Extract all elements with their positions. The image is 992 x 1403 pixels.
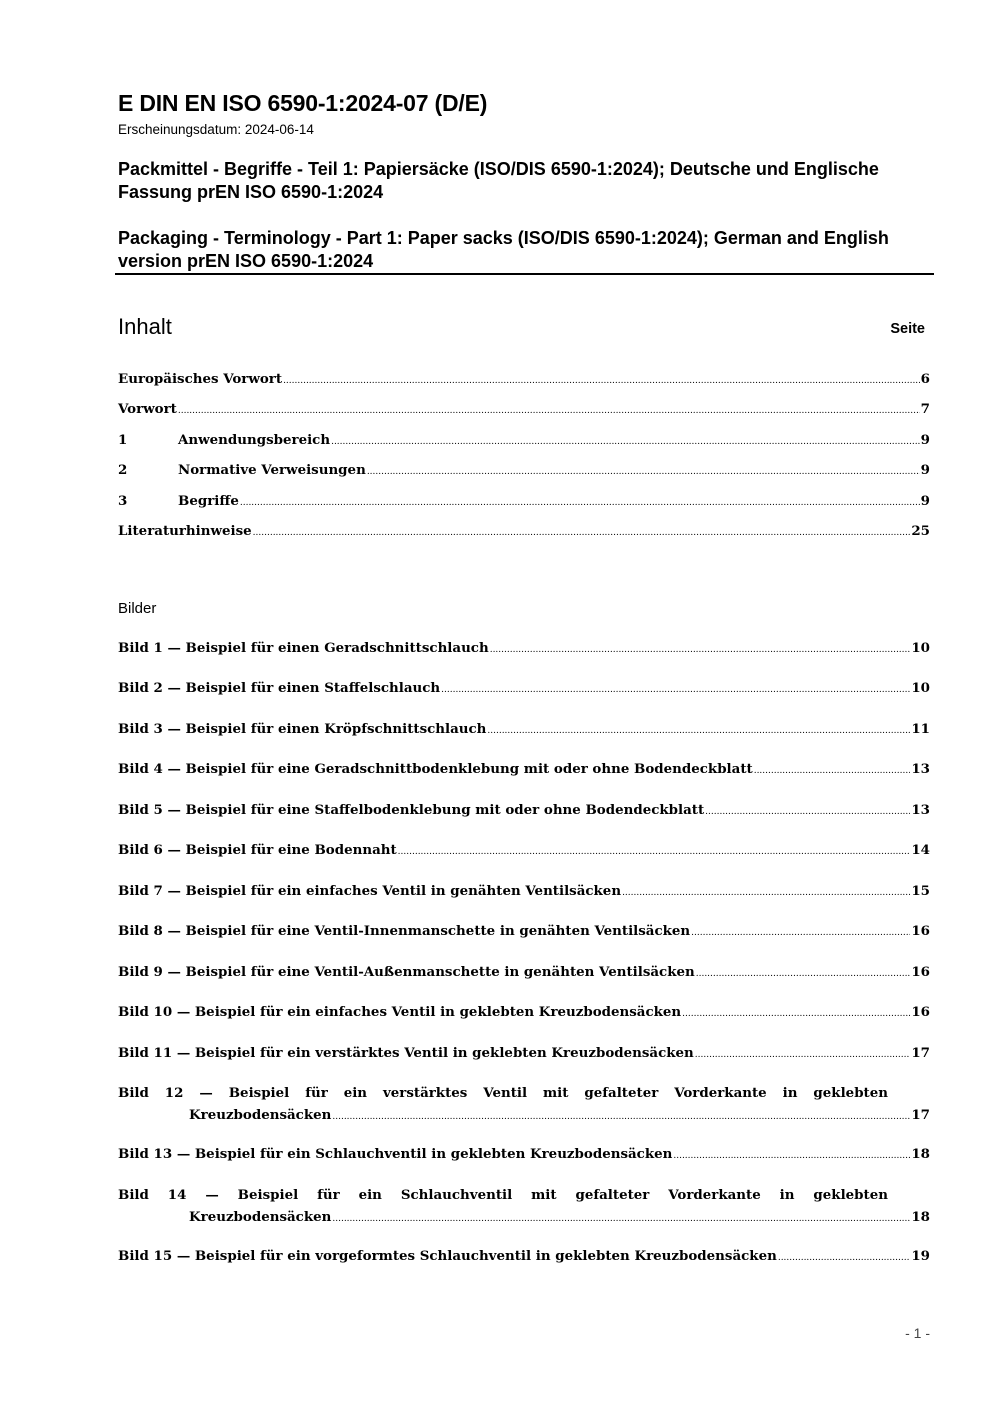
dot-leader [673, 1151, 910, 1161]
figure-entry[interactable] [118, 761, 930, 783]
figure-title: Bild 3 — Beispiel für einen Kröpfschnittschlauch [118, 721, 487, 737]
figure-page: 10 [911, 680, 930, 696]
dot-leader [691, 928, 910, 938]
figure-title: Bild 6 — Beispiel für eine Bodennaht [118, 842, 397, 858]
figure-entry[interactable] [118, 802, 930, 824]
figure-title: Bild 13 — Beispiel für ein Schlauchventil in geklebten Kreuzbodensäcken [118, 1146, 673, 1162]
dot-leader [490, 645, 911, 655]
figure-page: 14 [911, 842, 930, 858]
figure-entry[interactable] [118, 1004, 930, 1026]
figure-title: Bild 8 — Beispiel für eine Ventil-Innenmanschette in genähten Ventilsäcken [118, 923, 691, 939]
dot-leader [331, 437, 920, 447]
figure-entry[interactable] [118, 1085, 930, 1129]
dot-leader [367, 467, 920, 477]
toc-entry[interactable] [118, 371, 930, 393]
dot-leader [240, 498, 920, 508]
toc-entry-page: 9 [920, 432, 930, 448]
dot-leader [332, 1214, 910, 1224]
dot-leader [332, 1112, 910, 1122]
dot-leader [696, 969, 911, 979]
figure-entry[interactable] [118, 1248, 930, 1270]
toc-page-label: Seite [890, 321, 925, 337]
figure-title: Bild 7 — Beispiel für ein einfaches Ventil in genähten Ventilsäcken [118, 883, 622, 899]
title-german: Packmittel - Begriffe - Teil 1: Papiersäcke (ISO/DIS 6590-1:2024); Deutsche und Englische Fassung prEN ISO 6590-1:2024 [118, 159, 879, 202]
toc-entry-title: Literaturhinweise [118, 523, 252, 539]
figure-page: 19 [911, 1248, 930, 1264]
figure-page: 10 [911, 640, 930, 656]
toc-entry-number: 1 [118, 432, 128, 448]
dot-leader [283, 376, 920, 386]
figure-page: 18 [911, 1209, 930, 1225]
dot-leader [178, 406, 920, 416]
page-number: - 1 - [905, 1325, 930, 1341]
figure-title: Bild 1 — Beispiel für einen Geradschnittschlauch [118, 640, 489, 656]
figure-page: 11 [911, 721, 930, 737]
figure-title: Bild 10 — Beispiel für ein einfaches Ventil in geklebten Kreuzbodensäcken [118, 1004, 682, 1020]
toc-entry-number: 3 [118, 493, 128, 509]
figure-entry[interactable] [118, 1187, 930, 1231]
figure-page: 16 [911, 923, 930, 939]
toc-entry[interactable] [118, 462, 930, 484]
figure-entry[interactable] [118, 721, 930, 743]
toc-entry-title: Normative Verweisungen [178, 462, 366, 478]
dot-leader [695, 1050, 911, 1060]
toc-entry-page: 6 [920, 371, 930, 387]
toc-entry-page: 7 [920, 401, 930, 417]
figure-title: Bild 11 — Beispiel für ein verstärktes Ventil in geklebten Kreuzbodensäcken [118, 1045, 694, 1061]
dot-leader [398, 847, 911, 857]
toc-entry-title: Europäisches Vorwort [118, 371, 283, 387]
figure-entry[interactable] [118, 842, 930, 864]
figure-entry[interactable] [118, 1045, 930, 1067]
dot-leader [441, 685, 910, 695]
figure-page: 17 [911, 1045, 930, 1061]
dot-leader [487, 726, 910, 736]
figure-page: 16 [911, 1004, 930, 1020]
figure-title: Bild 2 — Beispiel für einen Staffelschlauch [118, 680, 441, 696]
figure-page: 16 [911, 964, 930, 980]
figure-entry[interactable] [118, 680, 930, 702]
figure-title-line2: Kreuzbodensäcken [189, 1209, 332, 1225]
figure-title-line2: Kreuzbodensäcken [189, 1107, 332, 1123]
document-id: E DIN EN ISO 6590-1:2024-07 (D/E) [118, 90, 488, 116]
dot-leader [682, 1009, 910, 1019]
figure-title: Bild 9 — Beispiel für eine Ventil-Außenmanschette in genähten Ventilsäcken [118, 964, 695, 980]
toc-entry-page: 9 [920, 462, 930, 478]
toc-entry-number: 2 [118, 462, 128, 478]
title-english: Packaging - Terminology - Part 1: Paper sacks (ISO/DIS 6590-1:2024); German and English version prEN ISO 6590-1:2024 [118, 228, 889, 271]
figure-entry[interactable] [118, 883, 930, 905]
figure-page: 13 [911, 761, 930, 777]
figure-page: 17 [911, 1107, 930, 1123]
figure-page: 13 [911, 802, 930, 818]
figure-entry[interactable] [118, 640, 930, 662]
dot-leader [778, 1253, 911, 1263]
toc-entry-page: 9 [920, 493, 930, 509]
figure-entry[interactable] [118, 964, 930, 986]
toc-entry[interactable] [118, 523, 930, 545]
publication-date: Erscheinungsdatum: 2024-06-14 [118, 122, 314, 137]
figure-title: Bild 5 — Beispiel für eine Staffelbodenklebung mit oder ohne Bodendeckblatt [118, 802, 705, 818]
figure-title-line1: Bild 12 — Beispiel für ein verstärktes Ventil mit gefalteter Vorderkante in geklebten [118, 1085, 888, 1101]
figure-entry[interactable] [118, 923, 930, 945]
figure-title-line1: Bild 14 — Beispiel für ein Schlauchventil mit gefalteter Vorderkante in geklebten [118, 1187, 888, 1203]
toc-entry[interactable] [118, 493, 930, 515]
toc-entry-title: Vorwort [118, 401, 177, 417]
toc-entry-page: 25 [911, 523, 930, 539]
dot-leader [705, 807, 910, 817]
figure-title: Bild 4 — Beispiel für eine Geradschnittbodenklebung mit oder ohne Bodendeckblatt [118, 761, 753, 777]
dot-leader [622, 888, 910, 898]
toc-entry-title: Anwendungsbereich [178, 432, 331, 448]
toc-heading: Inhalt [118, 314, 172, 339]
figure-page: 18 [911, 1146, 930, 1162]
dot-leader [754, 766, 911, 776]
toc-entry-title: Begriffe [178, 493, 239, 509]
title-divider [115, 273, 934, 275]
toc-entry[interactable] [118, 432, 930, 454]
figure-entry[interactable] [118, 1146, 930, 1168]
figure-page: 15 [911, 883, 930, 899]
toc-entry[interactable] [118, 401, 930, 423]
dot-leader [253, 528, 911, 538]
figure-title: Bild 15 — Beispiel für ein vorgeformtes Schlauchventil in geklebten Kreuzbodensäcken [118, 1248, 777, 1264]
figures-heading: Bilder [118, 600, 157, 617]
